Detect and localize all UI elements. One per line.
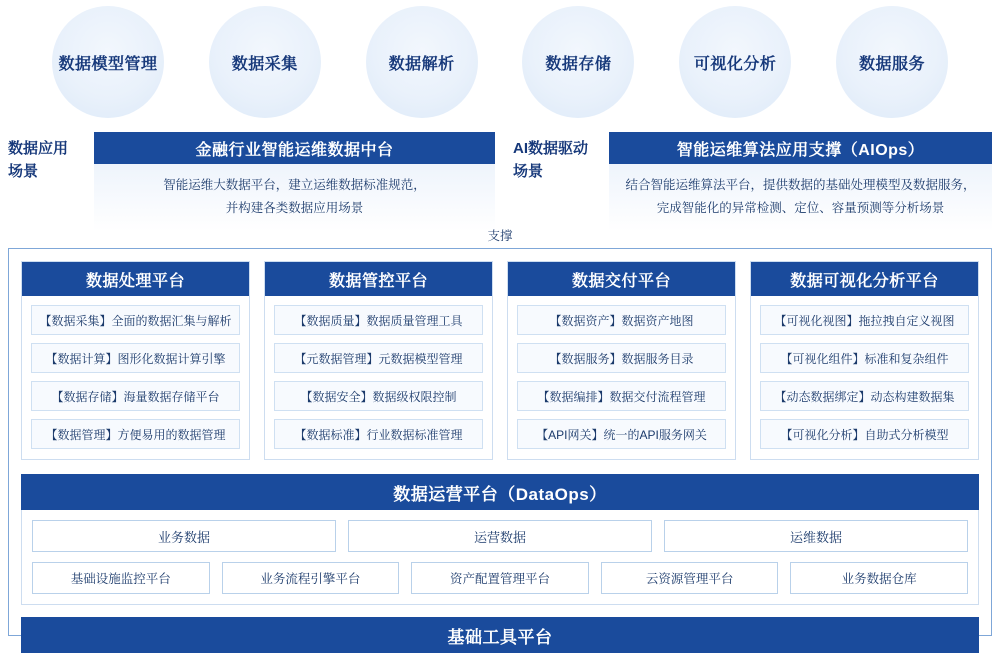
scenario-right-label-line1: AI数据驱动 bbox=[513, 140, 589, 157]
column-item: 【元数据管理】元数据模型管理 bbox=[274, 343, 483, 373]
platform-container bbox=[8, 248, 992, 647]
column-item: 【数据计算】图形化数据计算引擎 bbox=[31, 343, 240, 373]
column-item: 【API网关】统一的API服务网关 bbox=[517, 419, 726, 449]
bubble-data-collection bbox=[209, 6, 321, 118]
scenario-left-desc bbox=[94, 164, 495, 231]
column-items bbox=[265, 296, 492, 459]
scenario-data-application bbox=[8, 132, 495, 231]
scenario-left-body bbox=[94, 132, 495, 231]
bubble-data-storage bbox=[522, 6, 634, 118]
platform-columns bbox=[21, 261, 979, 460]
column-data-delivery-platform bbox=[507, 261, 736, 460]
dataops-platform-cell: 业务数据仓库 bbox=[790, 562, 968, 594]
scenario-right-desc bbox=[609, 164, 992, 231]
capability-bubbles bbox=[0, 4, 1000, 120]
scenario-right-label-line2: 场景 bbox=[513, 162, 544, 180]
dataops-data-row bbox=[32, 520, 968, 552]
dataops-data-cell: 业务数据 bbox=[32, 520, 336, 552]
scenario-left-label bbox=[8, 132, 94, 231]
dataops-data-cell: 运营数据 bbox=[348, 520, 652, 552]
column-items bbox=[508, 296, 735, 459]
scenario-left-label-line1: 数据应用 bbox=[8, 140, 69, 157]
scenario-left-desc-line2: 并构建各类数据应用场景 bbox=[225, 200, 364, 215]
column-title: 数据交付平台 bbox=[508, 262, 735, 296]
column-items bbox=[751, 296, 978, 459]
dataops-body bbox=[21, 510, 979, 605]
dataops-platform-cell: 云资源管理平台 bbox=[601, 562, 779, 594]
column-item: 【数据存储】海量数据存储平台 bbox=[31, 381, 240, 411]
scenario-ai-driven bbox=[513, 132, 992, 231]
column-items bbox=[22, 296, 249, 459]
support-label: 支撑 bbox=[487, 229, 513, 243]
column-item: 【动态数据绑定】动态构建数据集 bbox=[760, 381, 969, 411]
bubble-label: 可视化分析 bbox=[693, 55, 777, 73]
column-title: 数据可视化分析平台 bbox=[751, 262, 978, 296]
column-item: 【数据质量】数据质量管理工具 bbox=[274, 305, 483, 335]
column-item: 【可视化组件】标准和复杂组件 bbox=[760, 343, 969, 373]
bubble-label: 数据存储 bbox=[545, 55, 612, 73]
dataops-platform-cell: 基础设施监控平台 bbox=[32, 562, 210, 594]
column-title: 数据处理平台 bbox=[22, 262, 249, 296]
bubble-label: 数据采集 bbox=[231, 55, 298, 73]
dataops-platform-cell: 业务流程引擎平台 bbox=[222, 562, 400, 594]
bubble-label: 数据模型管理 bbox=[58, 55, 158, 73]
column-item: 【数据资产】数据资产地图 bbox=[517, 305, 726, 335]
column-item: 【数据安全】数据级权限控制 bbox=[274, 381, 483, 411]
bubble-label: 数据解析 bbox=[388, 55, 455, 73]
dataops-platform-row bbox=[32, 562, 968, 594]
scenario-left-desc-line1: 智能运维大数据平台，建立运维数据标准规范， bbox=[163, 178, 426, 192]
column-item: 【数据服务】数据服务目录 bbox=[517, 343, 726, 373]
scenario-right-label bbox=[513, 132, 609, 231]
dataops-data-cell: 运维数据 bbox=[664, 520, 968, 552]
column-item: 【可视化分析】自助式分析模型 bbox=[760, 419, 969, 449]
dataops-platform-cell: 资产配置管理平台 bbox=[411, 562, 589, 594]
column-data-visualization-platform bbox=[750, 261, 979, 460]
column-data-processing-platform bbox=[21, 261, 250, 460]
bubble-visual-analysis bbox=[679, 6, 791, 118]
scenario-right-desc-line1: 结合智能运维算法平台，提供数据的基础处理模型及数据服务， bbox=[625, 178, 976, 192]
dataops-title: 数据运营平台（DataOps） bbox=[21, 474, 979, 510]
column-item: 【数据管理】方便易用的数据管理 bbox=[31, 419, 240, 449]
scenario-left-title: 金融行业智能运维数据中台 bbox=[94, 132, 495, 164]
scenario-right-body bbox=[609, 132, 992, 231]
column-item: 【数据编排】数据交付流程管理 bbox=[517, 381, 726, 411]
column-item: 【数据标准】行业数据标准管理 bbox=[274, 419, 483, 449]
bubble-data-parsing bbox=[366, 6, 478, 118]
scenario-right-title: 智能运维算法应用支撑（AIOps） bbox=[609, 132, 992, 164]
column-data-governance-platform bbox=[264, 261, 493, 460]
column-item: 【可视化视图】拖拉拽自定义视图 bbox=[760, 305, 969, 335]
bubble-data-service bbox=[836, 6, 948, 118]
bubble-data-model-management bbox=[52, 6, 164, 118]
scenario-left-label-line2: 场景 bbox=[8, 162, 39, 180]
column-item: 【数据采集】全面的数据汇集与解析 bbox=[31, 305, 240, 335]
bubble-label: 数据服务 bbox=[858, 55, 925, 73]
base-tool-platform-title: 基础工具平台 bbox=[21, 617, 979, 653]
scenario-row bbox=[8, 132, 992, 231]
column-title: 数据管控平台 bbox=[265, 262, 492, 296]
scenario-right-desc-line2: 完成智能化的异常检测、定位、容量预测等分析场景 bbox=[656, 200, 945, 215]
